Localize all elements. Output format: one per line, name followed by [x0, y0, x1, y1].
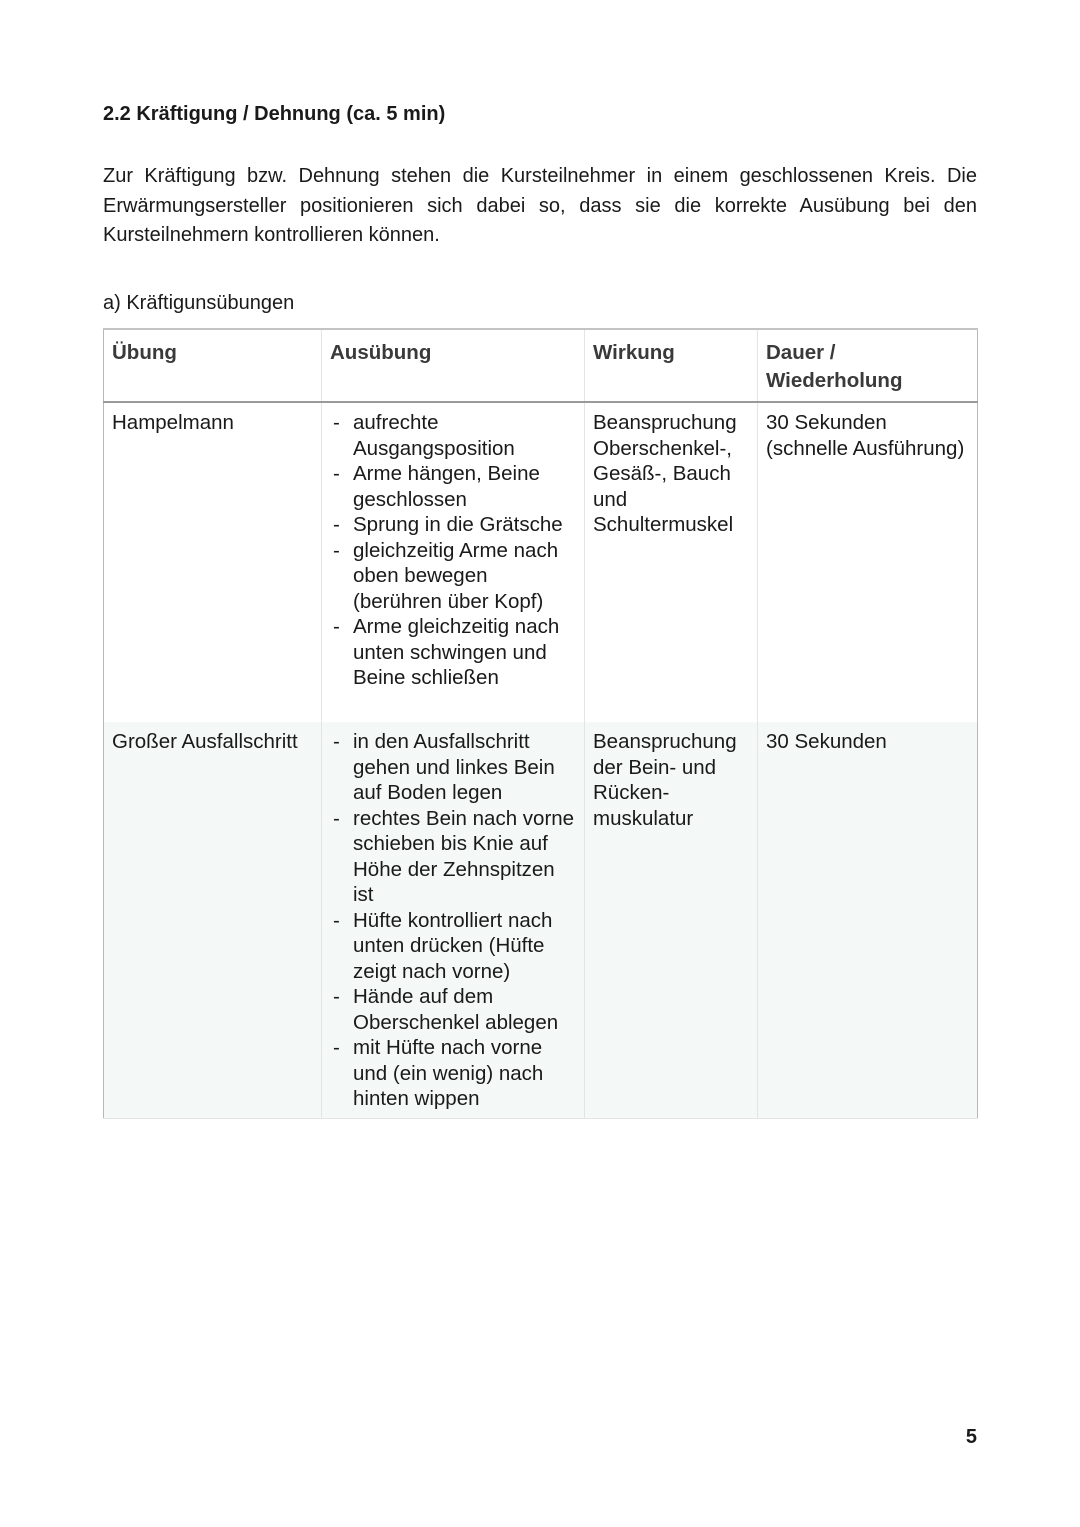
subsection-heading: a) Kräftigunsübungen — [103, 292, 295, 314]
table-row — [104, 722, 978, 1118]
duration-cell: 30 Sekunden (schnelle Ausführung) — [758, 402, 978, 722]
exercise-name-cell: Hampelmann — [104, 402, 322, 722]
execution-step: - in den Ausfallschritt gehen und linkes Bein auf Boden legen — [330, 729, 578, 806]
section-heading: 2.2 Kräftigung / Dehnung (ca. 5 min) — [103, 103, 446, 125]
execution-step: - Hüfte kontrolliert nach unten drücken (Hüfte zeigt nach vorne) — [330, 908, 578, 985]
duration-cell: 30 Sekunden — [758, 722, 978, 1118]
column-header-execution: Ausübung — [322, 329, 585, 402]
execution-step: - Hände auf dem Oberschenkel ablegen — [330, 984, 578, 1035]
execution-step: - aufrechte Ausgangsposition — [330, 410, 578, 461]
intro-paragraph: Zur Kräftigung bzw. Dehnung stehen die Kursteilnehmer in einem geschlossenen Kreis. Die Erwärmungsersteller positionieren sich dabei so, dass sie die korrekte Ausübung bei den Kursteilnehmern kontrollieren können. — [103, 165, 977, 246]
effect-cell: Beanspruchung der Bein- und Rücken-muskulatur — [585, 722, 758, 1118]
exercise-name-cell: Großer Ausfallschritt — [104, 722, 322, 1118]
table-header-row — [104, 329, 978, 402]
execution-step: - Arme hängen, Beine geschlossen — [330, 461, 578, 512]
execution-steps-list — [330, 729, 578, 1112]
exercise-table — [103, 328, 978, 1119]
execution-step: - Sprung in die Grätsche — [330, 512, 578, 538]
column-header-duration: Dauer / Wiederholung — [758, 329, 978, 402]
execution-step: - gleichzeitig Arme nach oben bewegen (berühren über Kopf) — [330, 538, 578, 615]
column-header-effect: Wirkung — [585, 329, 758, 402]
effect-cell: Beanspruchung Oberschenkel-, Gesäß-, Bauch und Schultermuskel — [585, 402, 758, 722]
execution-cell — [322, 402, 585, 722]
execution-step: - rechtes Bein nach vorne schieben bis Knie auf Höhe der Zehnspitzen ist — [330, 806, 578, 908]
execution-steps-list — [330, 410, 578, 691]
column-header-exercise: Übung — [104, 329, 322, 402]
page-number: 5 — [965, 1426, 977, 1448]
table-row — [104, 402, 978, 722]
execution-cell — [322, 722, 585, 1118]
execution-step: - mit Hüfte nach vorne und (ein wenig) nach hinten wippen — [330, 1035, 578, 1112]
execution-step: - Arme gleichzeitig nach unten schwingen und Beine schließen — [330, 614, 578, 691]
